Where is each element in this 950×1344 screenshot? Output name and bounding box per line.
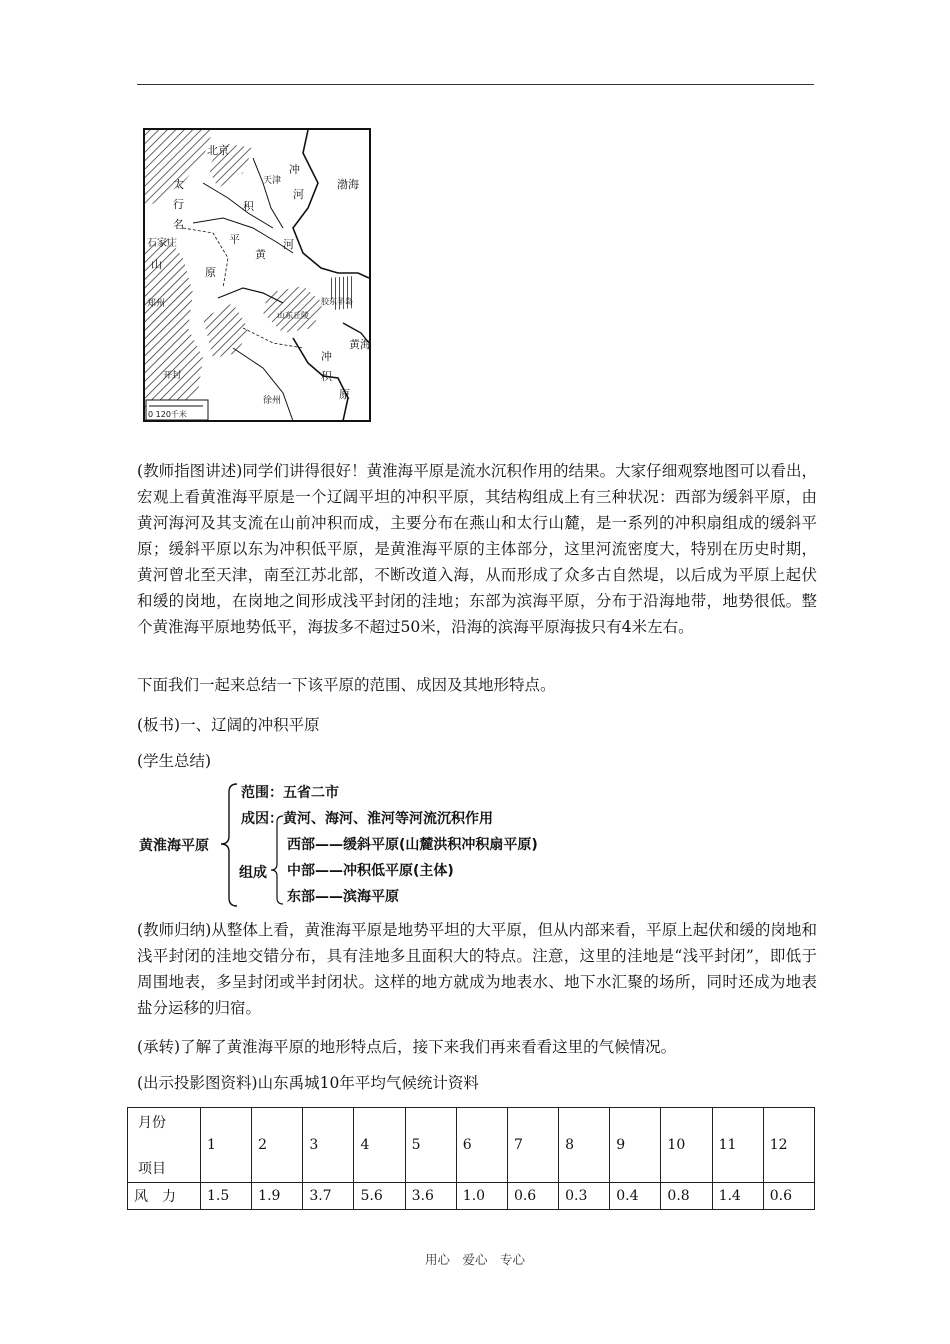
summary-composition: 组成	[239, 865, 267, 881]
map-label-chong-bottom: 冲	[321, 350, 332, 363]
map-label-taihang-3: 名	[173, 218, 184, 231]
map-label-zhengzhou: 郑州	[147, 299, 166, 309]
month-cell: 11	[712, 1108, 763, 1183]
map-scale: 0 120千米	[148, 410, 187, 419]
wind-cell: 1.0	[456, 1183, 507, 1210]
summary-cause: 成因：黄河、海河、淮河等河流沉积作用	[241, 811, 493, 827]
paragraph-teacher-conclude: (教师归纳)从整体上看，黄淮海平原是地势平坦的大平原，但从内部来看，平原上起伏和缓的岗地和浅平封闭的洼地交错分布，具有洼地多且面积大的特点。注意，这里的洼地是“浅平封闭”，即低于周围地表，多呈封闭或半封闭状。这样的地方就成为地表水、地下水汇聚的场所，同时还成为地表盐分运移的归宿。	[137, 921, 817, 1017]
wind-cell: 0.3	[559, 1183, 610, 1210]
wind-cell: 3.6	[405, 1183, 456, 1210]
map-label-jiaodong: 胶东半岛	[321, 297, 353, 306]
wind-cell: 0.6	[507, 1183, 558, 1210]
map-label-yuan-bottom: 原	[339, 388, 350, 401]
map-label-chong-top: 冲	[289, 163, 300, 176]
map-label-huanghai: 黄海	[349, 338, 371, 351]
map-label-shandong-hills: 山东丘陵	[277, 311, 309, 320]
table-row-wind	[128, 1183, 815, 1210]
month-cell: 8	[559, 1108, 610, 1183]
header-item-label: 项目	[138, 1161, 166, 1177]
wind-cell: 5.6	[354, 1183, 405, 1210]
month-cell: 10	[661, 1108, 712, 1183]
huanghuaihai-plain-map	[143, 128, 371, 422]
paragraph-transition: (承转)了解了黄淮海平原的地形特点后，接下来我们再来看看这里的气候情况。	[137, 1038, 677, 1056]
summary-east: 东部——滨海平原	[287, 889, 399, 905]
month-cell: 12	[763, 1108, 814, 1183]
table-corner-cell	[128, 1108, 201, 1183]
wind-cell: 1.9	[252, 1183, 303, 1210]
summary-scope: 范围：五省二市	[241, 785, 339, 801]
summary-middle: 中部——冲积低平原(主体)	[287, 863, 454, 879]
map-label-he: 河	[283, 238, 294, 251]
map-label-taihang-4: 山	[151, 258, 162, 271]
summary-west: 西部——缓斜平原(山麓洪积冲积扇平原)	[287, 837, 538, 853]
map-label-tianjin: 天津	[263, 176, 282, 186]
paragraph-blackboard: (板书)一、辽阔的冲积平原	[137, 716, 320, 734]
table-header-row	[128, 1108, 815, 1183]
map-label-ji: 积	[243, 200, 254, 213]
map-label-he-top: 河	[293, 188, 304, 201]
paragraph-summary-intro: 下面我们一起来总结一下该平原的范围、成因及其地形特点。	[137, 676, 556, 694]
paragraph-teacher-explain: (教师指图讲述)同学们讲得很好！黄淮海平原是流水沉积作用的结果。大家仔细观察地图可以看出，宏观上看黄淮海平原是一个辽阔平坦的冲积平原，其结构组成上有三种状况：西部为缓斜平原，由黄河海河及其支流在山前冲积而成，主要分布在燕山和太行山麓，是一系列的冲积扇组成的缓斜平原；缓斜平原以东为冲积低平原，是黄淮海平原的主体部分，这里河流密度大，特别在历史时期，黄河曾北至天津，南至江苏北部，不断改道入海，从而形成了众多古自然堤，以后成为平原上起伏和缓的岗地，在岗地之间形成浅平封闭的洼地；东部为滨海平原，分布于沿海地带，地势很低。整个黄淮海平原地势低平，海拔多不超过50米，沿海的滨海平原海拔只有4米左右。	[137, 462, 817, 636]
month-cell: 4	[354, 1108, 405, 1183]
wind-cell: 0.8	[661, 1183, 712, 1210]
map-label-taihang-2: 行	[173, 198, 184, 211]
map-label-taihang-1: 太	[173, 178, 184, 191]
month-cell: 6	[456, 1108, 507, 1183]
wind-cell: 1.4	[712, 1183, 763, 1210]
paragraph-student-summary: (学生总结)	[137, 752, 212, 770]
page-footer: 用心 爱心 专心	[424, 1252, 525, 1267]
wind-cell: 1.5	[201, 1183, 252, 1210]
month-cell: 1	[201, 1108, 252, 1183]
month-cell: 7	[507, 1108, 558, 1183]
map-label-ji-bottom: 积	[321, 370, 332, 383]
map-label-ping: 平	[229, 233, 240, 246]
map-label-bohai: 渤海	[337, 178, 359, 191]
wind-cell: 3.7	[303, 1183, 354, 1210]
header-month-label: 月份	[138, 1115, 166, 1131]
header-rule	[137, 84, 814, 85]
map-label-yuan: 原	[205, 266, 216, 279]
summary-diagram	[137, 778, 617, 912]
map-label-huang: 黄	[255, 248, 266, 261]
month-cell: 2	[252, 1108, 303, 1183]
wind-cell: 0.6	[763, 1183, 814, 1210]
wind-cell: 0.4	[610, 1183, 661, 1210]
map-label-kaifeng: 开封	[163, 371, 182, 381]
month-cell: 3	[303, 1108, 354, 1183]
map-label-beijing: 北京	[207, 144, 229, 157]
row-label-wind: 风 力	[128, 1183, 201, 1210]
month-cell: 5	[405, 1108, 456, 1183]
map-label-shijiazhuang: 石家庄	[147, 238, 177, 249]
month-cell: 9	[610, 1108, 661, 1183]
climate-table	[127, 1107, 815, 1210]
map-label-xuzhou: 徐州	[263, 396, 282, 406]
paragraph-table-caption: (出示投影图资料)山东禹城10年平均气候统计资料	[137, 1074, 479, 1092]
summary-root: 黄淮海平原	[139, 838, 209, 854]
